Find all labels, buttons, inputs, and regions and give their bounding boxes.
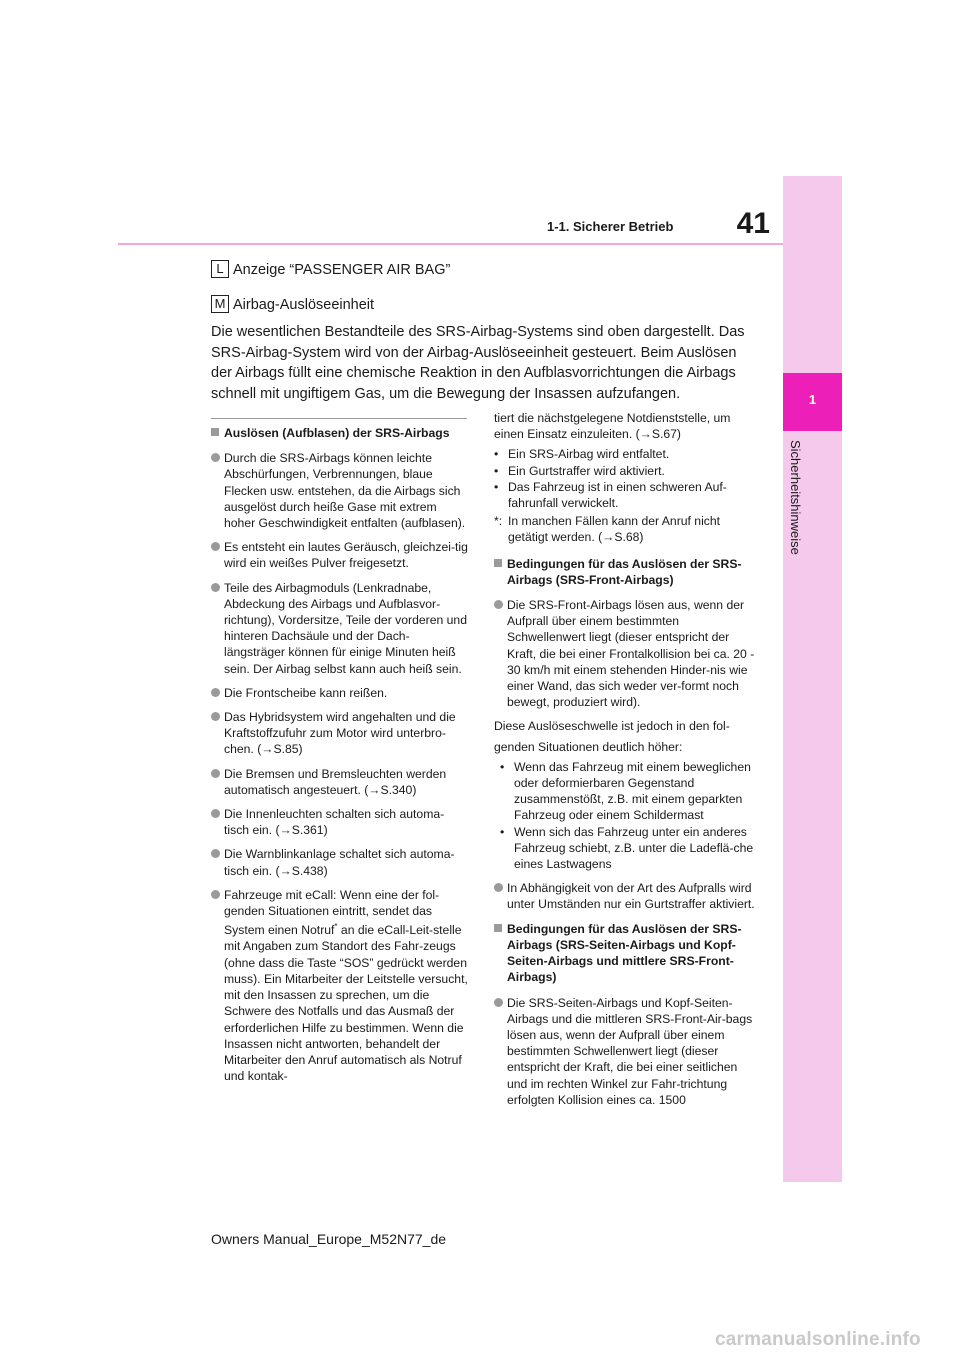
bullet-text: Das Hybridsystem wird angehalten und die Kraftstoffzufuhr zum Motor wird unterbro-chen. (→S.85) — [224, 710, 456, 757]
section-heading-text: Auslösen (Aufblasen) der SRS-Airbags — [224, 426, 450, 440]
dash-item — [494, 446, 759, 462]
bullet-text: Die SRS-Front-Airbags lösen aus, wenn der Aufprall über einem bestimmten Schwellenwert liegt (dieser entspricht der Kraft, die bei einer Frontalkollision bei ca. 20 - 30 km/h mit einem stehenden Hinder-nis wie einer Wand, das sich weder ver-formt noch bewegt, produziert wird). — [507, 598, 755, 710]
section-heading-text: Bedingungen für das Auslösen der SRS-Airbags (SRS-Seiten-Airbags und Kopf-Seiten-Airbags und mittlere SRS-Front-Airbags) — [507, 921, 742, 985]
right-column — [494, 410, 759, 1116]
legend-marker: M — [211, 295, 229, 313]
chapter-number: 1 — [808, 392, 817, 407]
section-heading — [211, 425, 469, 441]
paragraph-line: Diese Auslöseschwelle ist jedoch in den fol- — [494, 719, 730, 734]
bullet-text: an die eCall-Leit-stelle mit Angaben zum Standort des Fahr-zeugs (ohne dass die Taste “SOS” gedrückt werden muss). Ein Mitarbeiter der Leitstelle versucht, mit den Insassen zu sprechen, um die Schwere des Notfalls und das Ausmaß der erforderlichen Hilfe zu bestimmen. Wenn die Insassen nicht antworten, behandelt der Mitarbeiter den Anruf automatisch als Notruf und kontak- — [224, 923, 468, 1084]
bullet-text: Es entsteht ein lautes Geräusch, gleichzei-tig wird ein weißes Pulver freigesetzt. — [224, 540, 468, 571]
bullet-item — [211, 580, 469, 677]
square-bullet-icon — [494, 924, 502, 932]
legend-marker: L — [211, 260, 229, 278]
bullet-text: Durch die SRS-Airbags können leichte Abschürfungen, Verbrennungen, blaue Flecken usw. entstehen, da die Airbags sich ausgelöst durch heiße Gase mit extrem hoher Geschwindigkeit entfalten (aufblasen). — [224, 451, 466, 531]
bullet-item — [211, 709, 469, 758]
bullet-item — [494, 880, 759, 912]
section-heading — [494, 921, 759, 986]
dash-bullet-icon: • — [494, 463, 499, 478]
header-rule — [118, 243, 783, 245]
legend-text: Anzeige “PASSENGER AIR BAG” — [233, 262, 451, 278]
square-bullet-icon — [494, 559, 502, 567]
bullet-item — [211, 766, 469, 798]
left-column — [211, 425, 469, 1092]
paragraph-line: genden Situationen deutlich höher: — [494, 739, 683, 754]
bullet-text: Fahrzeuge mit eCall: Wenn eine der fol-genden Situationen eintritt, sendet das System einen Notruf — [224, 887, 440, 938]
watermark: carmanualsonline.info — [715, 1329, 921, 1350]
section-heading-text: Bedingungen für das Auslösen der SRS-Airbags (SRS-Front-Airbags) — [507, 556, 742, 587]
circle-bullet-icon — [211, 688, 220, 697]
dash-item — [494, 479, 759, 511]
chapter-side-strip — [783, 176, 842, 1182]
bullet-item — [494, 597, 759, 710]
legend-text: Airbag-Auslöseeinheit — [233, 297, 375, 313]
bullet-text: Die SRS-Seiten-Airbags und Kopf-Seiten-Airbags und die mittleren SRS-Front-Air-bags lösen aus, wenn der Aufprall über einem bestimmten Schwellenwert liegt (dieser entspricht der Kraft, die bei einer seitlichen und im rechten Winkel zur Fahr-trichtung erfolgten Kollision eines ca. 1500 — [507, 995, 753, 1107]
bullet-text: In Abhängigkeit von der Art des Aufpralls wird unter Umständen nur ein Gurtstraffer aktiviert. — [507, 881, 755, 912]
dash-item-text: Ein Gurtstraffer wird aktiviert. — [508, 463, 665, 478]
bullet-item — [211, 450, 469, 531]
bullet-text: Die Frontscheibe kann reißen. — [224, 685, 388, 700]
circle-bullet-icon — [494, 600, 503, 609]
circle-bullet-icon — [211, 769, 220, 778]
circle-bullet-icon — [211, 809, 220, 818]
circle-bullet-icon — [211, 583, 220, 592]
dash-bullet-icon: • — [500, 759, 505, 774]
bullet-item — [211, 539, 469, 571]
bullet-item-ecall — [211, 887, 469, 1084]
circle-bullet-icon — [211, 453, 220, 462]
chapter-title — [788, 440, 808, 570]
footnote-reference: * — [334, 922, 338, 932]
bullet-text: Teile des Airbagmoduls (Lenkradnabe, Abdeckung des Airbags und Aufblasvor-richtung), Vordersitze, Teile der vorderen und hinteren Dachsäule und der Dach-längsträger können für einige Minuten heiß sein. Der Airbag selbst kann auch heiß sein. — [224, 580, 467, 676]
chapter-title-text: Sicherheitshinweise — [788, 440, 803, 555]
dash-bullet-icon: • — [494, 447, 499, 462]
legend-item-l — [211, 260, 450, 278]
legend-item-m — [211, 295, 374, 313]
dash-bullet-icon: • — [494, 479, 499, 494]
footnote-mark: *: — [494, 514, 503, 529]
dash-item — [494, 463, 759, 479]
circle-bullet-icon — [211, 712, 220, 721]
bullet-item — [211, 685, 469, 701]
bullet-item — [211, 846, 469, 878]
circle-bullet-icon — [494, 883, 503, 892]
section-heading — [494, 556, 759, 588]
dash-item — [500, 824, 759, 873]
dash-item-text: Wenn sich das Fahrzeug unter ein anderes Fahrzeug schiebt, z.B. unter die Ladeflä-che eines Lastwagens — [514, 824, 754, 872]
dash-bullet-icon: • — [500, 824, 505, 839]
dash-item-text: Wenn das Fahrzeug mit einem beweglichen oder deformierbaren Gegenstand zusammenstößt, z.B. mit einem geparkten Fahrzeug oder einem Schildermast — [514, 759, 751, 823]
bullet-text: Die Innenleuchten schalten sich automa-tisch ein. (→S.361) — [224, 807, 445, 838]
page-number: 41 — [736, 207, 770, 240]
dash-item-text: Das Fahrzeug ist in einen schweren Auf-fahrunfall verwickelt. — [508, 479, 727, 511]
circle-bullet-icon — [211, 849, 220, 858]
circle-bullet-icon — [211, 542, 220, 551]
intro-paragraph: Die wesentlichen Bestandteile des SRS-Airbag-Systems sind oben dargestellt. Das SRS-Airbag-System wird von der Airbag-Auslöseeinheit gesteuert. Beim Auslösen der Airbags füllt eine chemische Reaktion in den Aufblasvorrichtungen die Airbags schnell mit ungiftigem Gas, um die Bewegung der Insassen aufzufangen. — [211, 324, 745, 403]
bullet-text: Die Warnblinkanlage schaltet sich automa-tisch ein. (→S.438) — [224, 847, 455, 878]
bullet-item — [211, 806, 469, 838]
continuation-text: tiert die nächstgelegene Notdienststelle, um einen Einsatz einzuleiten. (→S.67) — [494, 411, 731, 442]
column-divider-rule — [211, 418, 467, 419]
bullet-text: Die Bremsen und Bremsleuchten werden automatisch angesteuert. (→S.340) — [224, 766, 447, 797]
section-title: 1-1. Sicherer Betrieb — [547, 219, 674, 234]
circle-bullet-icon — [211, 890, 220, 899]
dash-item-text: Ein SRS-Airbag wird entfaltet. — [508, 447, 670, 462]
circle-bullet-icon — [494, 998, 503, 1007]
footer-manual-id: Owners Manual_Europe_M52N77_de — [211, 1231, 447, 1247]
dash-item — [500, 759, 759, 824]
bullet-item — [494, 995, 759, 1108]
square-bullet-icon — [211, 428, 219, 436]
footnote — [494, 513, 759, 545]
footnote-text: In manchen Fällen kann der Anruf nicht getätigt werden. (→S.68) — [508, 514, 721, 545]
